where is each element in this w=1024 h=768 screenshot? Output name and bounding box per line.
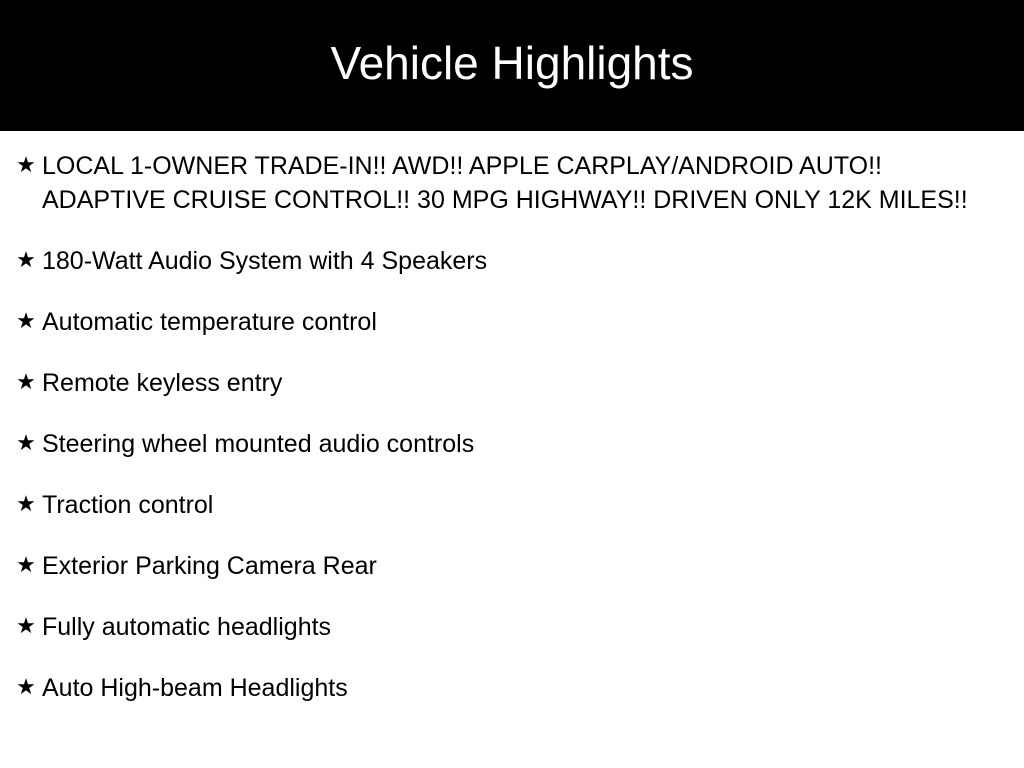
list-item-label: Automatic temperature control — [42, 308, 377, 336]
star-bullet-icon: ★ — [16, 248, 36, 273]
list-item-label: Exterior Parking Camera Rear — [42, 552, 377, 580]
list-item — [0, 671, 1024, 705]
list-item — [0, 427, 1024, 461]
list-item — [0, 488, 1024, 522]
star-bullet-icon: ★ — [16, 431, 36, 456]
star-bullet-icon: ★ — [16, 614, 36, 639]
page-title: Vehicle Highlights — [330, 36, 694, 89]
list-item-label: Auto High-beam Headlights — [42, 674, 348, 702]
list-item — [0, 305, 1024, 339]
star-bullet-icon: ★ — [16, 370, 36, 395]
list-item-label: LOCAL 1-OWNER TRADE-IN!! AWD!! APPLE CARPLAY/ANDROID AUTO!! ADAPTIVE CRUISE CONTROL!! 30 MPG HIGHWAY!! DRIVEN ONLY 12K MILES!! — [42, 152, 968, 214]
list-item — [0, 149, 1024, 217]
list-item — [0, 549, 1024, 583]
list-item-label: Steering wheel mounted audio controls — [42, 430, 475, 458]
list-item — [0, 366, 1024, 400]
star-bullet-icon: ★ — [16, 153, 36, 178]
list-item-label: Fully automatic headlights — [42, 613, 332, 641]
list-item-label: Traction control — [42, 491, 214, 519]
list-item-label: Remote keyless entry — [42, 369, 283, 397]
page-header — [0, 0, 1024, 131]
star-bullet-icon: ★ — [16, 675, 36, 700]
list-item — [0, 610, 1024, 644]
list-item-label: 180-Watt Audio System with 4 Speakers — [42, 247, 488, 275]
star-bullet-icon: ★ — [16, 309, 36, 334]
star-bullet-icon: ★ — [16, 553, 36, 578]
highlights-list — [0, 131, 1024, 705]
star-bullet-icon: ★ — [16, 492, 36, 517]
list-item — [0, 244, 1024, 278]
